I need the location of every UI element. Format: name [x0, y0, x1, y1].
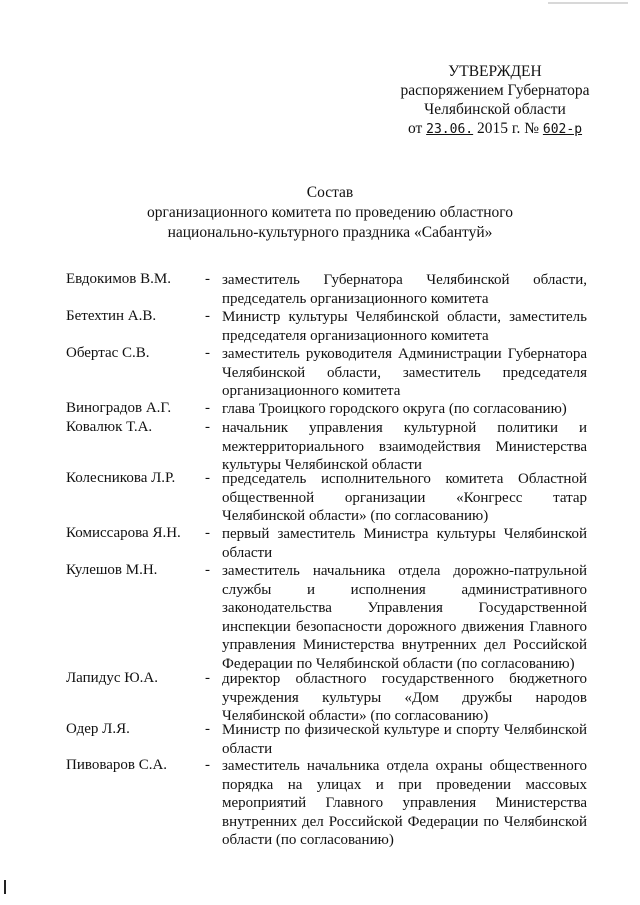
member-dash: -: [205, 419, 210, 435]
member-role: заместитель Губернатора Челябинской области, председатель организационного комитета: [222, 272, 587, 307]
title-line-1: Состав: [306, 184, 354, 201]
member-name: Евдокимов В.М.: [66, 271, 171, 287]
member-name: Ковалюк Т.А.: [66, 419, 153, 435]
member-dash: -: [205, 757, 210, 773]
member-name: Лапидус Ю.А.: [66, 670, 158, 686]
approval-number: 602-р: [542, 122, 583, 137]
approval-date: 23.06.: [426, 122, 474, 137]
member-role: директор областного государственного бюджетного учреждения культуры «Дом дружбы народов Челябинской области» (по согласованию): [222, 671, 587, 724]
approval-stamp: [385, 62, 605, 139]
member-role: Министр культуры Челябинской области, заместитель председателя организационного комитета: [222, 309, 587, 344]
approval-line-1: распоряжением Губернатора: [400, 82, 590, 99]
member-dash: -: [205, 308, 210, 324]
approval-label: УТВЕРЖДЕН: [448, 63, 542, 80]
member-name: Кулешов М.Н.: [66, 562, 158, 578]
member-dash: -: [205, 400, 210, 416]
approval-year: 2015 г. №: [477, 120, 540, 137]
approval-line-2: Челябинской области: [424, 101, 566, 118]
title-line-3: национально-культурного праздника «Сабантуй»: [167, 224, 493, 241]
member-name: Обертас С.В.: [66, 345, 150, 361]
member-dash: -: [205, 470, 210, 486]
member-role: первый заместитель Министра культуры Челябинской области: [222, 526, 587, 561]
member-role: заместитель начальника отдела дорожно-патрульной службы и исполнения административного законодательства Управления Государственной инспекции безопасности дорожного движения Главного управления Министерства внутренних дел Российской Федерации по Челябинской области (по согласованию): [222, 563, 587, 672]
member-name: Комиссарова Я.Н.: [66, 525, 181, 541]
date-prefix: от: [407, 120, 423, 137]
member-dash: -: [205, 345, 210, 361]
member-name: Бетехтин А.В.: [66, 308, 157, 324]
member-role: начальник управления культурной политики и межтерриториального взаимодействия Министерства культуры Челябинской области: [222, 420, 587, 473]
member-role: Министр по физической культуре и спорту Челябинской области: [222, 722, 587, 757]
member-name: Пивоваров С.А.: [66, 757, 168, 773]
scan-artifact: [548, 2, 628, 4]
member-role: заместитель начальника отдела охраны общественного порядка на улицах и при проведении массовых мероприятий Главного управления Министерства внутренних дел Российской Федерации по Челябинской области (по согласованию): [222, 758, 587, 848]
scan-edge-artifact: [4, 880, 6, 894]
member-dash: -: [205, 271, 210, 287]
member-dash: -: [205, 670, 210, 686]
approval-date-line: [385, 119, 605, 139]
member-role: заместитель руководителя Администрации Губернатора Челябинской области, заместитель председателя организационного комитета: [222, 346, 587, 399]
member-role: председатель исполнительного комитета Областной общественной организации «Конгресс татар Челябинской области» (по согласованию): [222, 471, 587, 524]
member-name: Одер Л.Я.: [66, 721, 130, 737]
member-dash: -: [205, 525, 210, 541]
member-name: Колесникова Л.Р.: [66, 470, 176, 486]
document-title: [40, 183, 620, 243]
member-dash: -: [205, 721, 210, 737]
member-role: глава Троицкого городского округа (по согласованию): [222, 401, 567, 417]
title-line-2: организационного комитета по проведению областного: [147, 204, 513, 221]
member-name: Виноградов А.Г.: [66, 400, 172, 416]
member-dash: -: [205, 562, 210, 578]
